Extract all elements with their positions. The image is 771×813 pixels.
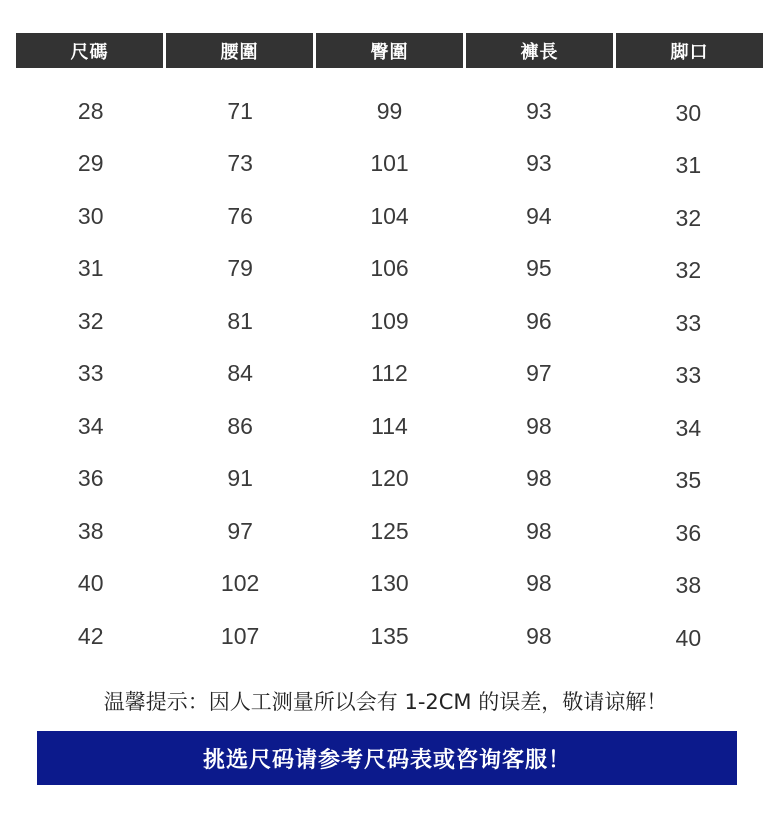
table-row	[16, 190, 763, 243]
cell-waist: 81	[227, 307, 253, 334]
cell-leg-opening: 35	[675, 467, 702, 494]
cell-length: 95	[526, 255, 552, 282]
cell-size: 29	[77, 150, 104, 177]
cell-waist: 71	[227, 97, 253, 124]
table-row	[16, 243, 763, 296]
header-hip: 臀圍	[316, 33, 463, 68]
table-row	[16, 85, 763, 138]
size-table	[16, 33, 763, 663]
cell-leg-opening: 33	[675, 309, 702, 336]
cell-size: 31	[77, 255, 104, 282]
table-row	[16, 505, 763, 558]
cell-waist: 91	[227, 465, 253, 492]
cell-length: 98	[526, 570, 552, 597]
cell-size: 34	[77, 412, 104, 439]
table-row	[16, 453, 763, 506]
cell-leg-opening: 33	[675, 362, 702, 389]
cell-length: 93	[526, 97, 552, 124]
cell-hip: 112	[371, 360, 408, 387]
cell-size: 38	[77, 517, 104, 544]
cell-size: 42	[77, 622, 104, 649]
table-row	[16, 400, 763, 453]
cell-waist: 86	[227, 412, 253, 439]
cell-leg-opening: 36	[675, 519, 702, 546]
cell-hip: 99	[376, 97, 403, 124]
cell-length: 98	[526, 517, 552, 544]
cell-length: 98	[526, 412, 552, 439]
cell-size: 28	[77, 97, 104, 124]
cell-length: 96	[526, 307, 552, 334]
cell-hip: 101	[370, 150, 409, 177]
header-waist: 腰圍	[166, 33, 313, 68]
cell-leg-opening: 30	[675, 99, 702, 126]
cell-length: 98	[526, 622, 552, 649]
measurement-notice: 温馨提示：因人工测量所以会有 1-2CM 的误差，敬请谅解！	[103, 690, 668, 714]
cell-leg-opening: 32	[675, 257, 702, 284]
cell-hip: 106	[370, 255, 409, 282]
header-size: 尺碼	[16, 33, 163, 68]
cell-size: 40	[77, 570, 104, 597]
cell-hip: 114	[371, 412, 408, 439]
header-length: 褲長	[466, 33, 613, 68]
table-row	[16, 295, 763, 348]
table-row	[16, 610, 763, 663]
table-header-row	[16, 33, 763, 68]
table-body	[16, 85, 763, 663]
cell-hip: 120	[370, 465, 409, 492]
cell-waist: 102	[220, 570, 260, 597]
cell-waist: 76	[227, 202, 253, 229]
cell-waist: 107	[220, 622, 260, 649]
cell-leg-opening: 32	[675, 204, 702, 231]
cell-hip: 130	[370, 570, 409, 597]
cell-hip: 104	[370, 202, 409, 229]
cell-size: 36	[77, 465, 104, 492]
cell-leg-opening: 31	[675, 152, 702, 179]
cell-hip: 135	[370, 622, 409, 649]
cell-size: 32	[77, 307, 104, 334]
cell-waist: 97	[227, 517, 253, 544]
cell-leg-opening: 34	[675, 414, 702, 441]
header-leg-opening: 脚口	[616, 33, 763, 68]
cell-hip: 125	[370, 517, 409, 544]
cell-length: 98	[526, 465, 552, 492]
table-row	[16, 348, 763, 401]
table-row	[16, 138, 763, 191]
cell-size: 33	[77, 360, 104, 387]
cell-waist: 84	[227, 360, 253, 387]
cell-length: 94	[526, 202, 552, 229]
cell-leg-opening: 38	[675, 572, 702, 599]
cell-length: 93	[526, 150, 552, 177]
table-row	[16, 558, 763, 611]
size-advice-banner: 挑选尺码请参考尺码表或咨询客服！	[37, 731, 737, 785]
cell-length: 97	[526, 360, 552, 387]
cell-size: 30	[77, 202, 104, 229]
cell-leg-opening: 40	[675, 624, 702, 651]
cell-hip: 109	[370, 307, 409, 334]
cell-waist: 73	[227, 150, 253, 177]
cell-waist: 79	[227, 255, 253, 282]
